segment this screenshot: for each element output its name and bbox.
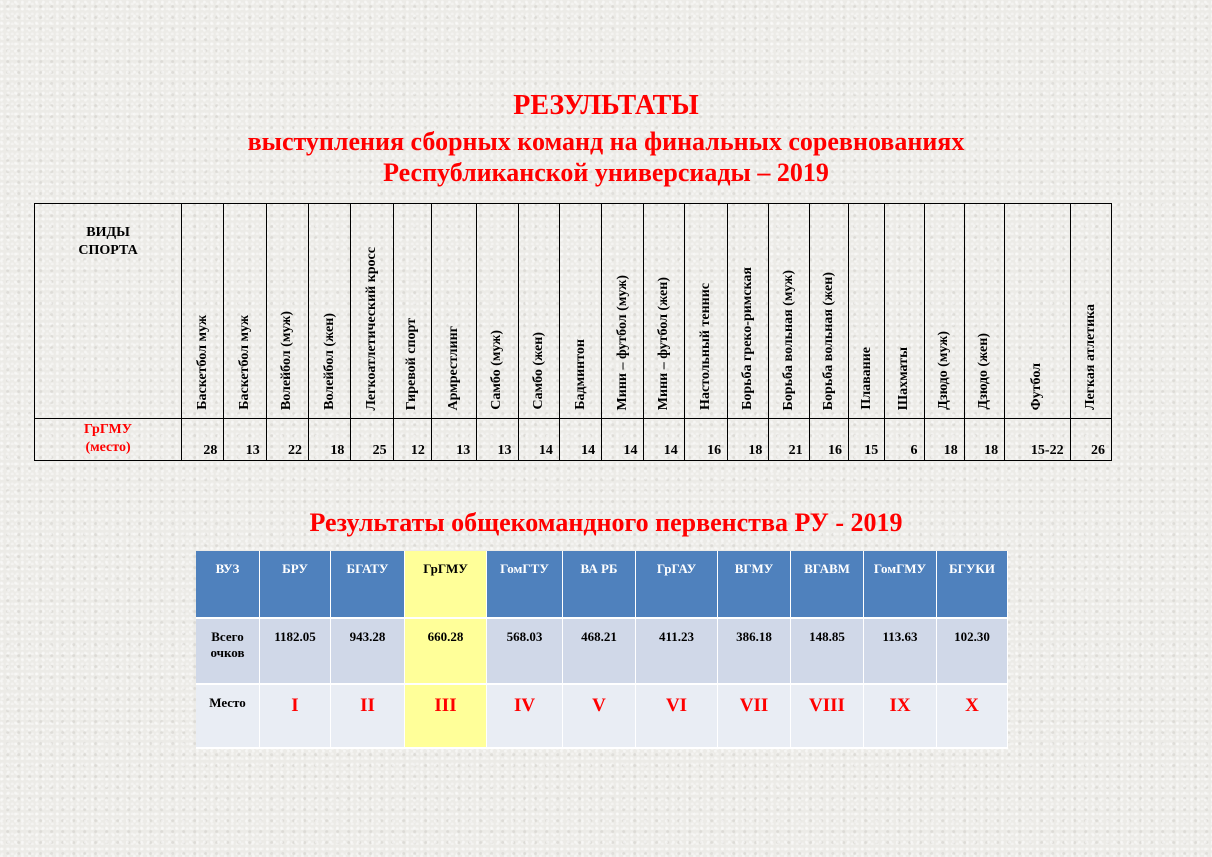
team-points-cell: 568.03	[487, 619, 563, 685]
sport-name: Настольный теннис	[697, 283, 713, 410]
team-place-cell	[331, 685, 405, 749]
title-subtitle: выступления сборных команд на финальных соревнованиях	[247, 127, 965, 156]
sport-place-cell: 15-22	[1005, 419, 1070, 461]
team-place-numeral: II	[360, 695, 375, 716]
team-name-cell: ВГАВМ	[791, 551, 864, 619]
sport-place-cell: 14	[602, 419, 644, 461]
sport-name: Борьба вольная (муж)	[781, 269, 797, 410]
sports-row-label	[35, 419, 182, 461]
sport-header-cell	[848, 204, 884, 419]
sport-name: Дзюдо (муж)	[936, 331, 952, 410]
team-points-cell: 113.63	[864, 619, 937, 685]
sport-place-cell: 13	[224, 419, 266, 461]
sport-header-cell	[266, 204, 308, 419]
sport-place-cell: 26	[1070, 419, 1111, 461]
team-place-numeral: V	[592, 695, 606, 716]
sport-header-cell	[431, 204, 476, 419]
team-place-numeral: VI	[665, 695, 688, 716]
sport-header-cell	[309, 204, 351, 419]
team-points-cell: 943.28	[331, 619, 405, 685]
corner-line1: ВИДЫ	[86, 225, 130, 240]
team-place-cell	[718, 685, 791, 749]
sport-name: Баскетбол муж	[237, 315, 253, 410]
points-label-line2: очков	[210, 645, 245, 660]
sport-place-cell: 18	[728, 419, 769, 461]
sport-name: Футбол	[1029, 362, 1045, 410]
team-name-cell: ГрГАУ	[636, 551, 718, 619]
row-label-line2: (место)	[85, 440, 131, 455]
team-name-cell: ГомГТУ	[487, 551, 563, 619]
sport-place-cell: 22	[266, 419, 308, 461]
sport-place-cell: 13	[431, 419, 476, 461]
team-points-cell: 660.28	[405, 619, 487, 685]
sport-name: Армрестлинг	[446, 325, 462, 410]
team-place-cell	[563, 685, 636, 749]
team-points-cell: 1182.05	[260, 619, 331, 685]
sport-name: Самбо (жен)	[530, 332, 546, 410]
sports-corner-cell	[35, 204, 182, 419]
sport-header-cell	[351, 204, 393, 419]
sport-header-cell	[1070, 204, 1111, 419]
team-name-cell: ВА РБ	[563, 551, 636, 619]
sport-header-cell	[224, 204, 266, 419]
sport-header-cell	[477, 204, 518, 419]
sport-name: Волейбол (муж)	[279, 310, 295, 410]
sports-results-table	[34, 203, 1112, 461]
sport-name: Мини – футбол (муж)	[614, 274, 630, 410]
team-results-title: Результаты общекомандного первенства РУ - 2019	[309, 508, 903, 537]
team-place-numeral: IX	[889, 695, 911, 716]
sport-name: Шахматы	[896, 346, 912, 410]
team-header-row	[196, 551, 1008, 619]
sport-place-cell: 14	[518, 419, 559, 461]
sport-name: Бадминтон	[572, 339, 588, 410]
sport-place-cell: 21	[769, 419, 809, 461]
team-place-numeral: I	[291, 695, 299, 716]
team-name-cell: ГомГМУ	[864, 551, 937, 619]
sport-place-cell: 14	[559, 419, 601, 461]
sport-name: Мини – футбол (жен)	[656, 276, 672, 410]
sport-header-cell	[518, 204, 559, 419]
sport-name: Волейбол (жен)	[321, 313, 337, 410]
sport-header-cell	[182, 204, 224, 419]
sport-name: Плавание	[858, 347, 874, 410]
sports-header-row	[35, 204, 1112, 419]
sport-header-cell	[885, 204, 924, 419]
sport-name: Легкая атлетика	[1082, 304, 1098, 410]
team-place-cell	[791, 685, 864, 749]
sport-place-cell: 18	[924, 419, 964, 461]
sports-values-row	[35, 419, 1112, 461]
team-points-cell: 411.23	[636, 619, 718, 685]
sport-place-cell: 18	[964, 419, 1004, 461]
sport-place-cell: 13	[477, 419, 518, 461]
team-points-cell: 148.85	[791, 619, 864, 685]
sport-name: Дзюдо (жен)	[976, 333, 992, 410]
sport-name: Самбо (муж)	[489, 330, 505, 410]
team-place-numeral: VII	[739, 695, 769, 716]
sport-header-cell	[644, 204, 684, 419]
title-event: Республиканской универсиады – 2019	[383, 158, 829, 187]
sport-place-cell: 6	[885, 419, 924, 461]
team-place-numeral: III	[434, 695, 457, 716]
team-points-cell: 468.21	[563, 619, 636, 685]
sport-name: Легкоатлетический кросс	[363, 246, 379, 410]
sport-header-cell	[684, 204, 727, 419]
team-points-cell: 102.30	[937, 619, 1008, 685]
sport-header-cell	[728, 204, 769, 419]
row-label-line1: ГрГМУ	[84, 422, 133, 437]
sport-place-cell: 18	[309, 419, 351, 461]
corner-line2: СПОРТА	[78, 243, 138, 258]
sport-name: Баскетбол муж	[194, 315, 210, 410]
team-name-cell: ВГМУ	[718, 551, 791, 619]
team-place-numeral: X	[965, 695, 979, 716]
sport-header-cell	[559, 204, 601, 419]
points-label-line1: Всего	[211, 629, 244, 644]
sport-place-cell: 14	[644, 419, 684, 461]
team-place-cell	[937, 685, 1008, 749]
team-name-cell: БРУ	[260, 551, 331, 619]
sport-name: Борьба греко-римская	[740, 267, 756, 410]
sport-place-cell: 16	[809, 419, 848, 461]
title-main: РЕЗУЛЬТАТЫ	[513, 90, 699, 121]
team-place-numeral: VIII	[809, 695, 845, 716]
sport-header-cell	[393, 204, 431, 419]
team-name-cell: БГУКИ	[937, 551, 1008, 619]
sport-place-cell: 25	[351, 419, 393, 461]
team-name-cell: ГрГМУ	[405, 551, 487, 619]
sport-header-cell	[809, 204, 848, 419]
points-label-cell	[196, 619, 260, 685]
team-place-cell	[405, 685, 487, 749]
team-results-table	[196, 551, 1008, 749]
place-label-cell: Место	[196, 685, 260, 749]
team-points-cell: 386.18	[718, 619, 791, 685]
sport-place-cell: 15	[848, 419, 884, 461]
sport-place-cell: 16	[684, 419, 727, 461]
sport-header-cell	[769, 204, 809, 419]
header-label-cell: ВУЗ	[196, 551, 260, 619]
sport-header-cell	[1005, 204, 1070, 419]
sport-header-cell	[924, 204, 964, 419]
team-place-cell	[864, 685, 937, 749]
team-points-row	[196, 619, 1008, 685]
team-place-cell	[636, 685, 718, 749]
sport-name: Гиревой спорт	[404, 317, 420, 410]
team-place-cell	[260, 685, 331, 749]
sport-name: Борьба вольная (жен)	[820, 271, 836, 410]
sport-place-cell: 28	[182, 419, 224, 461]
team-place-cell	[487, 685, 563, 749]
team-place-numeral: IV	[513, 695, 536, 716]
team-place-row	[196, 685, 1008, 749]
team-name-cell: БГАТУ	[331, 551, 405, 619]
sport-place-cell: 12	[393, 419, 431, 461]
sport-header-cell	[602, 204, 644, 419]
sport-header-cell	[964, 204, 1004, 419]
